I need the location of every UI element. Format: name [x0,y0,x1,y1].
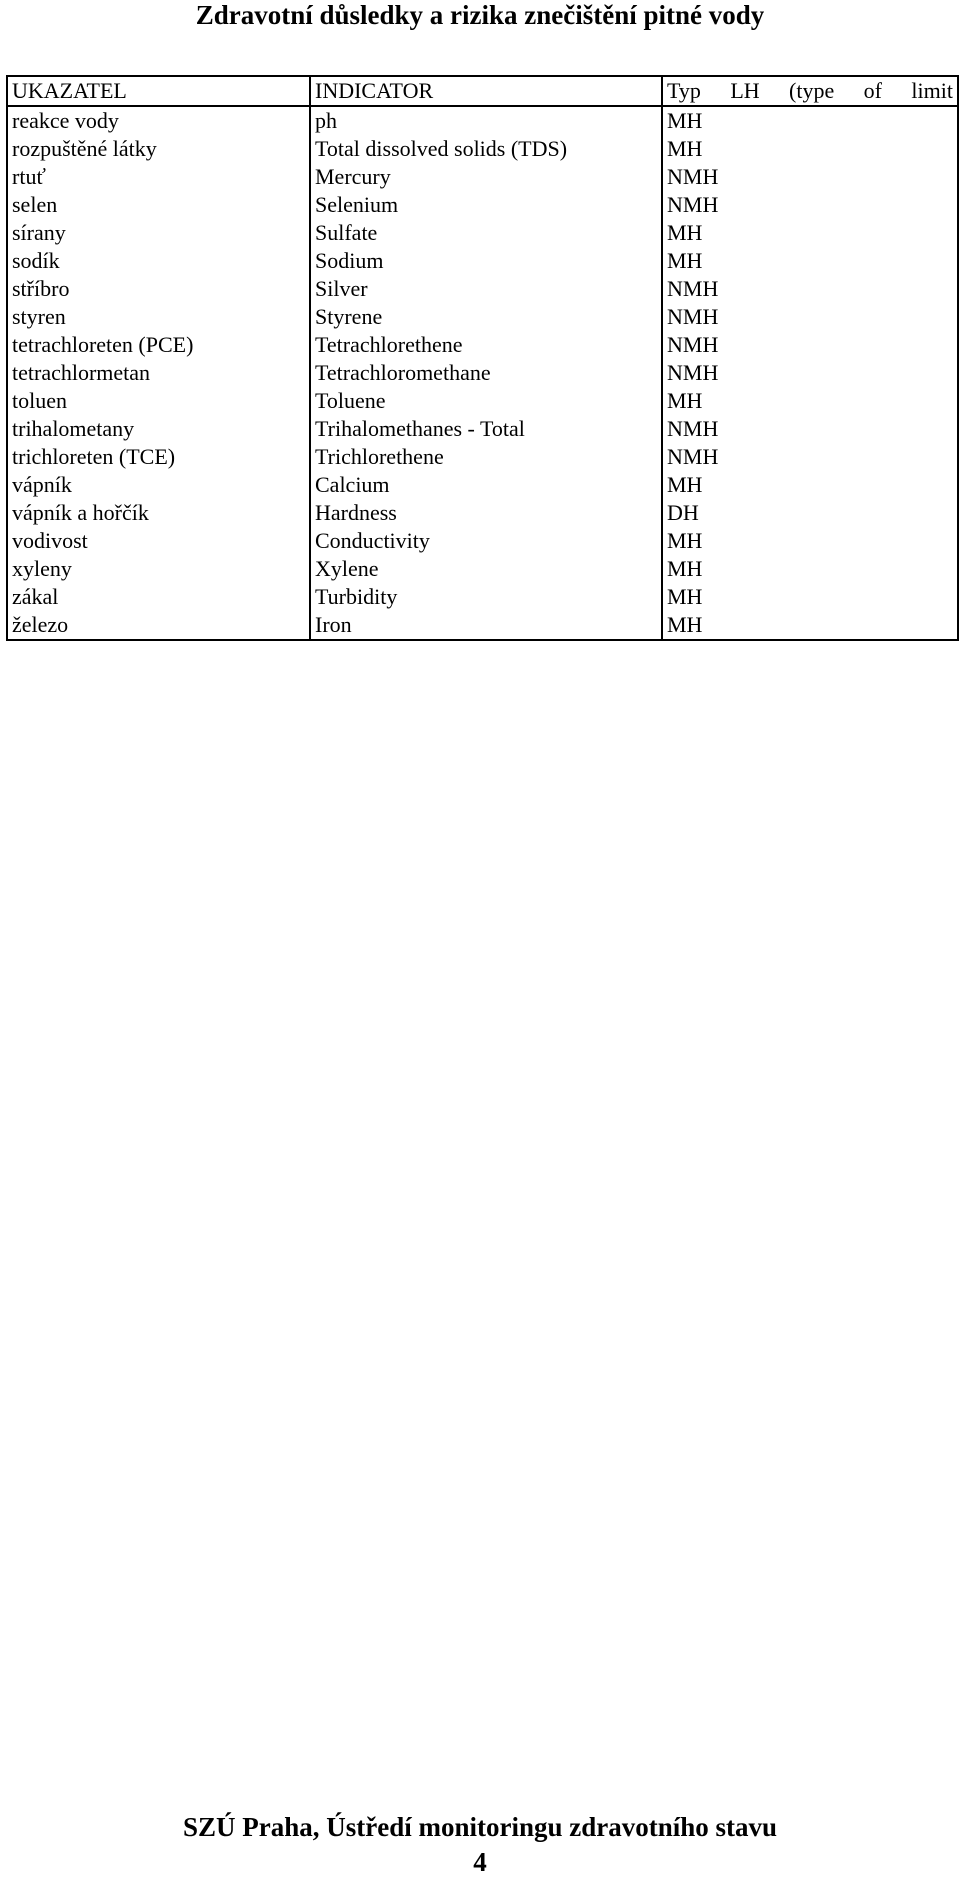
cell-indicator: ph [310,106,662,135]
table-row [7,499,958,527]
cell-ukazatel: železo [7,611,310,640]
table-row [7,275,958,303]
cell-indicator: Xylene [310,555,662,583]
cell-indicator: Styrene [310,303,662,331]
cell-ukazatel: zákal [7,583,310,611]
cell-indicator: Toluene [310,387,662,415]
cell-type: NMH [662,359,958,387]
table-row [7,191,958,219]
cell-type: NMH [662,331,958,359]
cell-type: DH [662,499,958,527]
cell-type: NMH [662,163,958,191]
cell-ukazatel: rtuť [7,163,310,191]
cell-ukazatel: tetrachloreten (PCE) [7,331,310,359]
indicator-table [6,75,959,641]
cell-ukazatel: vodivost [7,527,310,555]
table-header-row [7,76,958,106]
cell-indicator: Trichlorethene [310,443,662,471]
page-number: 4 [473,1847,487,1877]
cell-ukazatel: sírany [7,219,310,247]
cell-ukazatel: sodík [7,247,310,275]
table-row [7,163,958,191]
cell-indicator: Sulfate [310,219,662,247]
header-type-word: of [863,78,882,103]
table-row [7,583,958,611]
table-row [7,471,958,499]
cell-indicator: Turbidity [310,583,662,611]
cell-ukazatel: xyleny [7,555,310,583]
cell-ukazatel: trihalometany [7,415,310,443]
cell-type: MH [662,247,958,275]
header-type-word: Typ [667,78,701,103]
cell-ukazatel: trichloreten (TCE) [7,443,310,471]
cell-indicator: Sodium [310,247,662,275]
cell-indicator: Silver [310,275,662,303]
cell-type: NMH [662,415,958,443]
header-type [662,76,958,106]
cell-ukazatel: selen [7,191,310,219]
table-row [7,611,958,640]
cell-indicator: Hardness [310,499,662,527]
table-row [7,415,958,443]
table-row [7,247,958,275]
header-type-words [667,77,957,105]
cell-type: NMH [662,191,958,219]
cell-type: MH [662,555,958,583]
cell-indicator: Total dissolved solids (TDS) [310,135,662,163]
table-row [7,387,958,415]
cell-ukazatel: vápník a hořčík [7,499,310,527]
table-row [7,106,958,135]
cell-type: MH [662,135,958,163]
cell-indicator: Tetrachloromethane [310,359,662,387]
cell-type: MH [662,583,958,611]
cell-ukazatel: rozpuštěné látky [7,135,310,163]
table-row [7,527,958,555]
header-ukazatel: UKAZATEL [7,76,310,106]
cell-type: MH [662,527,958,555]
table-row [7,331,958,359]
header-indicator: INDICATOR [310,76,662,106]
page-title: Zdravotní důsledky a rizika znečištění pitné vody [195,0,765,30]
table-row [7,303,958,331]
cell-ukazatel: reakce vody [7,106,310,135]
table-row [7,219,958,247]
cell-ukazatel: vápník [7,471,310,499]
table-row [7,135,958,163]
cell-indicator: Iron [310,611,662,640]
table-row [7,359,958,387]
cell-ukazatel: styren [7,303,310,331]
cell-indicator: Trihalomethanes - Total [310,415,662,443]
table-row [7,555,958,583]
cell-type: MH [662,387,958,415]
cell-type: NMH [662,443,958,471]
cell-type: MH [662,106,958,135]
footer-organization: SZÚ Praha, Ústředí monitoringu zdravotního stavu [182,1812,778,1842]
table-row [7,443,958,471]
cell-indicator: Calcium [310,471,662,499]
cell-indicator: Tetrachlorethene [310,331,662,359]
cell-type: MH [662,219,958,247]
cell-type: NMH [662,303,958,331]
cell-type: MH [662,611,958,640]
header-type-word: limit [911,78,953,103]
cell-indicator: Selenium [310,191,662,219]
cell-type: NMH [662,275,958,303]
cell-type: MH [662,471,958,499]
cell-ukazatel: stříbro [7,275,310,303]
cell-indicator: Mercury [310,163,662,191]
cell-ukazatel: tetrachlormetan [7,359,310,387]
header-type-word: LH [730,78,760,103]
header-type-word: (type [789,78,835,103]
cell-indicator: Conductivity [310,527,662,555]
cell-ukazatel: toluen [7,387,310,415]
